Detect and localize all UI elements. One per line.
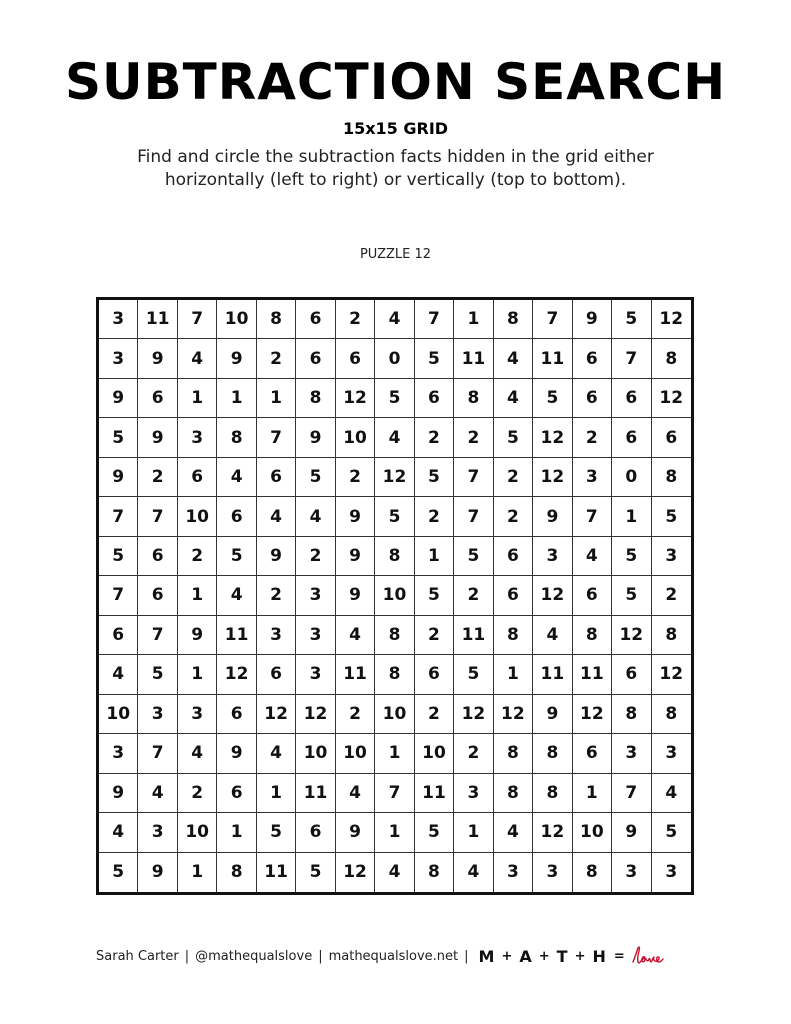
grid-cell: 9 — [533, 695, 572, 734]
grid-cell: 8 — [494, 300, 533, 339]
grid-cell: 4 — [178, 734, 217, 773]
grid-cell: 7 — [257, 418, 296, 457]
grid-cell: 9 — [217, 734, 256, 773]
grid-cell: 4 — [138, 774, 177, 813]
grid-cell: 11 — [454, 339, 493, 378]
grid-cell: 2 — [652, 576, 691, 615]
grid-cell: 1 — [454, 300, 493, 339]
grid-cell: 1 — [612, 497, 651, 536]
grid-cell: 2 — [296, 537, 335, 576]
grid-cell: 9 — [99, 379, 138, 418]
grid-cell: 12 — [494, 695, 533, 734]
instructions-line-2: horizontally (left to right) or vertically (top to bottom). — [164, 170, 627, 190]
grid-cell: 11 — [533, 655, 572, 694]
grid-cell: 6 — [415, 379, 454, 418]
grid-cell: 3 — [138, 695, 177, 734]
grid-cell: 3 — [652, 734, 691, 773]
grid-cell: 8 — [652, 458, 691, 497]
grid-cell: 6 — [257, 458, 296, 497]
grid-cell: 1 — [257, 774, 296, 813]
grid-cell: 7 — [375, 774, 414, 813]
grid-cell: 10 — [99, 695, 138, 734]
love-script-logo — [631, 945, 665, 967]
grid-cell: 8 — [296, 379, 335, 418]
grid-cell: 6 — [573, 576, 612, 615]
grid-cell: 2 — [257, 576, 296, 615]
grid-cell: 2 — [454, 576, 493, 615]
grid-cell: 1 — [178, 576, 217, 615]
grid-cell: 6 — [138, 379, 177, 418]
grid-cell: 1 — [573, 774, 612, 813]
grid-cell: 12 — [336, 853, 375, 892]
brand-plus: + — [501, 948, 513, 964]
grid-cell: 9 — [257, 537, 296, 576]
grid-cell: 12 — [533, 458, 572, 497]
grid-cell: 2 — [178, 774, 217, 813]
grid-cell: 12 — [533, 418, 572, 457]
instructions-line-1: Find and circle the subtraction facts hidden in the grid either — [137, 147, 654, 167]
grid-cell: 7 — [533, 300, 572, 339]
grid-cell: 12 — [336, 379, 375, 418]
grid-cell: 12 — [257, 695, 296, 734]
grid-cell: 9 — [573, 300, 612, 339]
grid-cell: 10 — [178, 813, 217, 852]
grid-cell: 4 — [257, 497, 296, 536]
grid-cell: 5 — [138, 655, 177, 694]
grid-cell: 1 — [217, 813, 256, 852]
grid-cell: 11 — [296, 774, 335, 813]
grid-cell: 6 — [217, 774, 256, 813]
grid-cell: 12 — [533, 813, 572, 852]
grid-cell: 2 — [494, 497, 533, 536]
grid-cell: 3 — [99, 734, 138, 773]
grid-cell: 3 — [296, 616, 335, 655]
grid-cell: 2 — [415, 497, 454, 536]
grid-cell: 10 — [178, 497, 217, 536]
grid-cell: 4 — [375, 300, 414, 339]
grid-cell: 4 — [573, 537, 612, 576]
footer — [96, 944, 665, 968]
grid-cell: 3 — [296, 655, 335, 694]
grid-cell: 6 — [573, 734, 612, 773]
grid-cell: 8 — [533, 774, 572, 813]
grid-cell: 6 — [138, 537, 177, 576]
grid-cell: 3 — [99, 300, 138, 339]
grid-cell: 7 — [138, 616, 177, 655]
grid-cell: 4 — [494, 339, 533, 378]
grid-cell: 4 — [494, 813, 533, 852]
grid-cell: 11 — [257, 853, 296, 892]
grid-cell: 5 — [454, 655, 493, 694]
grid-cell: 7 — [454, 458, 493, 497]
grid-cell: 7 — [454, 497, 493, 536]
grid-cell: 2 — [336, 300, 375, 339]
grid-cell: 5 — [652, 813, 691, 852]
grid-cell: 3 — [99, 339, 138, 378]
grid-cell: 2 — [178, 537, 217, 576]
grid-cell: 7 — [612, 774, 651, 813]
grid-cell: 0 — [375, 339, 414, 378]
grid-cell: 3 — [494, 853, 533, 892]
grid-cell: 7 — [612, 339, 651, 378]
grid-cell: 8 — [612, 695, 651, 734]
grid-cell: 6 — [494, 537, 533, 576]
grid-cell: 4 — [178, 339, 217, 378]
grid-cell: 10 — [336, 734, 375, 773]
grid-cell: 8 — [217, 418, 256, 457]
grid-cell: 6 — [217, 695, 256, 734]
grid-cell: 12 — [652, 300, 691, 339]
grid-cell: 5 — [296, 458, 335, 497]
grid-cell: 11 — [573, 655, 612, 694]
grid-cell: 8 — [652, 695, 691, 734]
grid-cell: 3 — [533, 537, 572, 576]
number-search-grid — [96, 297, 694, 895]
grid-cell: 12 — [375, 458, 414, 497]
grid-cell: 9 — [99, 774, 138, 813]
grid-cell: 5 — [415, 576, 454, 615]
grid-cell: 4 — [257, 734, 296, 773]
grid-cell: 1 — [178, 379, 217, 418]
grid-cell: 6 — [178, 458, 217, 497]
grid-cell: 5 — [612, 300, 651, 339]
grid-cell: 3 — [178, 695, 217, 734]
brand-letter-h: H — [592, 946, 606, 966]
grid-cell: 5 — [99, 853, 138, 892]
grid-cell: 6 — [494, 576, 533, 615]
grid-cell: 2 — [336, 458, 375, 497]
grid-cell: 9 — [533, 497, 572, 536]
grid-cell: 2 — [138, 458, 177, 497]
grid-cell: 4 — [99, 655, 138, 694]
grid-cell: 9 — [612, 813, 651, 852]
grid-cell: 3 — [178, 418, 217, 457]
grid-cell: 4 — [533, 616, 572, 655]
grid-cell: 2 — [257, 339, 296, 378]
grid-cell: 6 — [217, 497, 256, 536]
grid-cell: 3 — [573, 458, 612, 497]
grid-cell: 10 — [217, 300, 256, 339]
grid-cell: 10 — [296, 734, 335, 773]
grid-cell: 5 — [454, 537, 493, 576]
grid-cell: 6 — [573, 339, 612, 378]
grid-cell: 5 — [296, 853, 335, 892]
grid-cell: 5 — [533, 379, 572, 418]
grid-cell: 8 — [375, 537, 414, 576]
grid-cell: 1 — [375, 734, 414, 773]
grid-cell: 5 — [415, 813, 454, 852]
grid-cell: 6 — [336, 339, 375, 378]
grid-cell: 8 — [217, 853, 256, 892]
grid-cell: 4 — [652, 774, 691, 813]
grid-cell: 8 — [573, 616, 612, 655]
grid-cell: 12 — [217, 655, 256, 694]
grid-cell: 11 — [138, 300, 177, 339]
grid-cell: 10 — [415, 734, 454, 773]
grid-cell: 8 — [494, 616, 533, 655]
page-title: SUBTRACTION SEARCH — [64, 53, 727, 111]
instructions — [95, 146, 696, 192]
grid-cell: 1 — [178, 853, 217, 892]
grid-cell: 1 — [494, 655, 533, 694]
grid-cell: 5 — [257, 813, 296, 852]
grid-cell: 4 — [217, 576, 256, 615]
grid-cell: 8 — [257, 300, 296, 339]
grid-cell: 4 — [375, 853, 414, 892]
grid-cell: 4 — [336, 616, 375, 655]
grid-cell: 5 — [415, 339, 454, 378]
grid-cell: 7 — [99, 497, 138, 536]
grid-cell: 8 — [494, 774, 533, 813]
grid-cell: 6 — [296, 813, 335, 852]
grid-cell: 12 — [454, 695, 493, 734]
grid-cell: 8 — [494, 734, 533, 773]
grid-cell: 8 — [652, 339, 691, 378]
grid-cell: 8 — [652, 616, 691, 655]
grid-cell: 3 — [665, 862, 678, 883]
grid-cell: 2 — [415, 616, 454, 655]
footer-handle: @mathequalslove — [195, 948, 313, 964]
grid-cell: 10 — [375, 576, 414, 615]
puzzle-label: PUZZLE 12 — [359, 247, 432, 262]
grid-cell: 4 — [454, 853, 493, 892]
footer-website: mathequalslove.net — [328, 948, 459, 964]
grid-cell: 6 — [99, 616, 138, 655]
grid-cell: 9 — [138, 339, 177, 378]
grid-cell: 1 — [375, 813, 414, 852]
grid-cell: 8 — [415, 853, 454, 892]
grid-cell: 5 — [99, 537, 138, 576]
grid-cell: 5 — [99, 418, 138, 457]
grid-cell: 3 — [138, 813, 177, 852]
grid-cell: 1 — [178, 655, 217, 694]
brand-letter-t: T — [556, 946, 568, 966]
grid-cell: 1 — [415, 537, 454, 576]
grid-cell: 3 — [296, 576, 335, 615]
grid-cell: 12 — [573, 695, 612, 734]
grid-cell: 12 — [612, 616, 651, 655]
grid-cell: 6 — [612, 655, 651, 694]
brand-equals: = — [613, 948, 625, 964]
grid-cell: 6 — [296, 339, 335, 378]
footer-author: Sarah Carter — [96, 948, 179, 964]
grid-cell: 2 — [494, 458, 533, 497]
grid-cell: 6 — [415, 655, 454, 694]
footer-separator: | — [464, 948, 469, 964]
grid-cell: 4 — [494, 379, 533, 418]
grid-cell: 12 — [533, 576, 572, 615]
grid-cell: 6 — [138, 576, 177, 615]
grid-size-subtitle: 15x15 GRID — [342, 119, 449, 138]
grid-cell: 5 — [415, 458, 454, 497]
grid-cell: 6 — [612, 418, 651, 457]
grid-cell: 6 — [296, 300, 335, 339]
grid-cell: 2 — [573, 418, 612, 457]
grid-cell: 9 — [296, 418, 335, 457]
grid-cell: 12 — [652, 655, 691, 694]
grid-cell: 10 — [375, 695, 414, 734]
grid-cell: 8 — [375, 616, 414, 655]
grid-cell: 2 — [454, 734, 493, 773]
grid-cell: 7 — [138, 734, 177, 773]
grid-cell: 1 — [454, 813, 493, 852]
grid-cell: 3 — [612, 734, 651, 773]
grid-cell: 5 — [612, 537, 651, 576]
grid-cell: 5 — [375, 497, 414, 536]
grid-cell: 6 — [257, 655, 296, 694]
footer-separator: | — [318, 948, 323, 964]
grid-cell: 11 — [217, 616, 256, 655]
grid-cell: 4 — [99, 813, 138, 852]
grid-cell: 3 — [454, 774, 493, 813]
grid-cell: 11 — [454, 616, 493, 655]
grid-cell: 7 — [178, 300, 217, 339]
grid-cell: 7 — [99, 576, 138, 615]
grid-cell: 10 — [336, 418, 375, 457]
grid-cell: 4 — [217, 458, 256, 497]
grid-cell: 1 — [217, 379, 256, 418]
grid-cell: 9 — [138, 853, 177, 892]
grid-cell: 8 — [533, 734, 572, 773]
grid-cell: 3 — [612, 853, 651, 892]
brand-plus: + — [574, 948, 586, 964]
grid-cell: 11 — [336, 655, 375, 694]
brand-plus: + — [538, 948, 550, 964]
grid-cell: 5 — [217, 537, 256, 576]
grid-cell: 9 — [336, 576, 375, 615]
grid-cell: 3 — [257, 616, 296, 655]
grid-cell: 6 — [612, 379, 651, 418]
grid-cell: 7 — [138, 497, 177, 536]
grid-cell: 11 — [533, 339, 572, 378]
grid-cell: 9 — [336, 497, 375, 536]
grid-cell: 9 — [336, 813, 375, 852]
grid-cell: 12 — [296, 695, 335, 734]
grid-cell: 2 — [336, 695, 375, 734]
grid-cell: 11 — [415, 774, 454, 813]
grid-cell: 3 — [533, 853, 572, 892]
grid-cell: 8 — [454, 379, 493, 418]
grid-cell: 9 — [99, 458, 138, 497]
brand-logo — [479, 945, 665, 967]
grid-cell: 5 — [375, 379, 414, 418]
grid-cell: 5 — [652, 497, 691, 536]
grid-cell: 2 — [415, 695, 454, 734]
grid-cell: 9 — [138, 418, 177, 457]
grid-cell: 4 — [375, 418, 414, 457]
grid-cell: 9 — [336, 537, 375, 576]
grid-cell: 10 — [573, 813, 612, 852]
grid-cell: 1 — [257, 379, 296, 418]
grid-cell: 5 — [612, 576, 651, 615]
footer-separator: | — [184, 948, 190, 964]
grid-cell: 8 — [375, 655, 414, 694]
brand-letter-m: M — [478, 946, 495, 966]
grid-cell: 7 — [415, 300, 454, 339]
grid-cell: 5 — [494, 418, 533, 457]
grid-cell: 2 — [454, 418, 493, 457]
grid-cell: 7 — [573, 497, 612, 536]
grid-cell: 9 — [178, 616, 217, 655]
grid-cell: 9 — [217, 339, 256, 378]
grid-cell: 4 — [296, 497, 335, 536]
grid-cell: 0 — [612, 458, 651, 497]
grid-cell: 12 — [652, 379, 691, 418]
grid-cell: 3 — [652, 537, 691, 576]
grid-cell: 6 — [652, 418, 691, 457]
brand-letter-a: A — [519, 946, 532, 966]
grid-cell: 4 — [336, 774, 375, 813]
grid-cell: 8 — [573, 853, 612, 892]
grid-cell: 6 — [573, 379, 612, 418]
grid-cell: 2 — [415, 418, 454, 457]
